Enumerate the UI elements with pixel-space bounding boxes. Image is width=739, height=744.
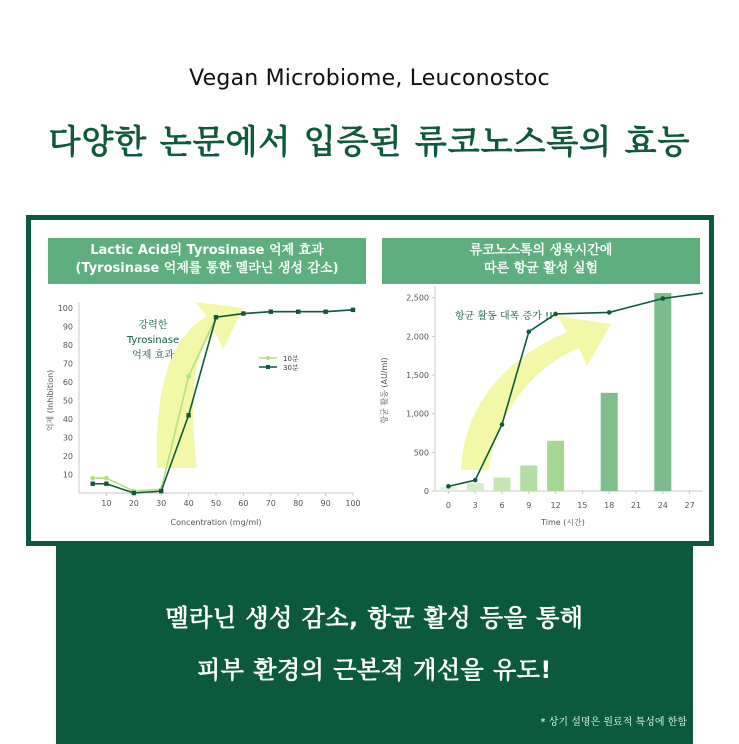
x-tick-label: 100 — [345, 499, 361, 508]
legend-label-1: 10분 — [283, 355, 299, 363]
y-tick-label: 70 — [62, 359, 73, 369]
activity-point — [607, 310, 612, 315]
y-tick-label: 2,000 — [406, 332, 429, 342]
legend-marker-2 — [266, 365, 270, 369]
bar — [467, 483, 484, 491]
x-tick-label: 60 — [238, 499, 249, 508]
x-tick-label: 90 — [320, 499, 331, 508]
bar — [520, 465, 537, 491]
series-2-point — [323, 310, 327, 314]
x-tick-label: 15 — [577, 501, 588, 510]
x-tick-label: 30 — [156, 499, 167, 508]
summary-line-1: 멜라닌 생성 감소, 항균 활성 등을 통해 — [165, 604, 584, 632]
series-2-point — [214, 315, 218, 319]
growth-arrow-icon — [157, 302, 243, 468]
annotation-line-3: 억제 효과 — [132, 350, 174, 361]
x-tick-label: 9 — [526, 501, 532, 510]
y-tick-label: 10 — [62, 470, 73, 480]
legend-marker-1 — [266, 356, 270, 360]
antibacterial-activity-chart — [371, 220, 709, 541]
bar — [601, 393, 618, 491]
left-chart-title-line-1: Lactic Acid의 Tyrosinase 억제 효과 — [90, 243, 324, 258]
page-title: 다양한 논문에서 입증된 류코노스톡의 효능 — [48, 122, 691, 161]
x-tick-label: 10 — [101, 499, 112, 508]
left-chart-title-line-2: (Tyrosinase 억제를 통한 멜라닌 생성 감소) — [75, 261, 339, 276]
annotation: 항균 활동 대폭 증가 !! — [455, 311, 554, 322]
series-2-point — [269, 310, 273, 314]
tyrosinase-inhibition-chart — [31, 220, 371, 541]
x-tick-label: 70 — [265, 499, 276, 508]
x-tick-label: 6 — [499, 501, 505, 510]
subtitle: Vegan Microbiome, Leuconostoc — [189, 66, 550, 91]
series-2-point — [351, 308, 355, 312]
y-axis-label: 억제 (Inhibition) — [46, 369, 55, 432]
bar — [494, 477, 511, 491]
series-2-point — [296, 310, 300, 314]
activity-point — [553, 312, 558, 317]
annotation-line-2: Tyrosinase — [126, 335, 180, 346]
y-tick-label: 0 — [423, 487, 429, 496]
x-axis-label: Time (시간) — [541, 518, 585, 527]
x-tick-label: 20 — [128, 499, 139, 508]
y-tick-label: 1,500 — [406, 371, 429, 381]
x-tick-label: 24 — [657, 501, 668, 510]
activity-point — [527, 329, 532, 334]
growth-arrow-icon — [461, 316, 611, 470]
x-tick-label: 18 — [604, 501, 615, 510]
activity-point — [446, 484, 451, 489]
y-tick-label: 40 — [62, 415, 73, 424]
activity-point — [500, 422, 505, 427]
summary-line-2: 피부 환경의 근본적 개선을 유도! — [197, 656, 552, 684]
footnote: * 상기 설명은 원료적 특성에 한함 — [540, 717, 687, 728]
y-tick-label: 50 — [62, 396, 73, 406]
x-tick-label: 12 — [550, 501, 561, 510]
activity-point — [661, 296, 666, 301]
y-tick-label: 100 — [57, 304, 73, 313]
series-2-point — [104, 482, 108, 486]
y-tick-label: 1,000 — [406, 409, 429, 419]
series-2-point — [241, 311, 245, 315]
series-2-point — [91, 482, 95, 486]
charts-frame — [26, 215, 714, 546]
series-1-point — [186, 374, 191, 379]
x-tick-label: 40 — [183, 499, 194, 508]
right-chart-title-line-1: 류코노스톡의 생육시간에 — [469, 243, 613, 258]
series-1-point — [104, 476, 109, 481]
series-1-point — [90, 476, 95, 481]
x-tick-label: 27 — [684, 501, 695, 510]
x-tick-label: 50 — [210, 499, 222, 508]
x-tick-label: 3 — [472, 501, 478, 510]
summary-panel — [56, 540, 693, 744]
y-tick-label: 2,500 — [406, 293, 429, 303]
annotation-line-1: 강력한 — [138, 320, 168, 331]
bar — [654, 293, 671, 491]
y-tick-label: 20 — [62, 452, 73, 461]
series-2-point — [159, 489, 163, 493]
y-axis-label: 항균 활동 (AU/ml) — [380, 357, 389, 424]
x-tick-label: 80 — [293, 499, 304, 508]
y-tick-label: 500 — [413, 448, 429, 458]
series-2-point — [186, 413, 190, 417]
right-chart-title-line-2: 따른 항균 활성 실험 — [483, 261, 599, 276]
x-tick-label: 0 — [445, 501, 451, 510]
x-axis-label: Concentration (mg/ml) — [170, 518, 262, 527]
bar — [547, 441, 564, 491]
activity-point — [473, 478, 478, 483]
y-tick-label: 60 — [62, 378, 73, 387]
legend-label-2: 30분 — [283, 364, 299, 372]
y-tick-label: 90 — [62, 322, 73, 332]
y-tick-label: 30 — [62, 433, 73, 443]
series-2-point — [132, 491, 136, 495]
y-tick-label: 80 — [62, 341, 73, 350]
x-tick-label: 21 — [630, 501, 642, 510]
